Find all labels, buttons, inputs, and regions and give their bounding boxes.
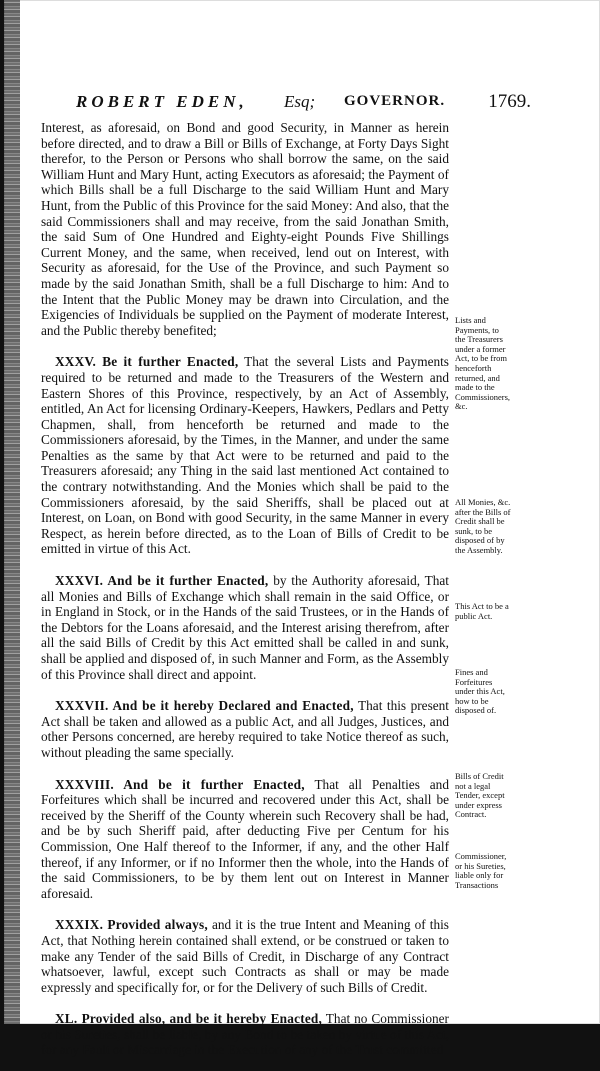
margin-note: Lists and Payments, to the Treasurers under a former Act, to be from henceforth returned, and made to the Commissioners, &c.	[455, 315, 511, 412]
year: 1769.	[488, 91, 531, 112]
section-text: and it is the true Intent and Meaning of this Act, that Nothing herein contained shall extend, or be construed or taken to make any Tender of the said Bills of Credit, in Discharge of any Contract whatsoever, lawful, except such Contracts as shall or may be made expressly and specifically for, or for the Delivery of such Bills of Credit.	[41, 917, 449, 995]
section-text: That the several Lists and Payments required to be returned and made to the Treasurers of the Western and Eastern Shores of this Province, respectively, by an Act of Assembly, entitled, An Act for licensing Ordinary-Keepers, Hawkers, Pedlars and Petty Chapmen, shall, from henceforth be returned and made to the Commissioners aforesaid, by the Times, in the Manner, and under the same Penalties as the same by that Act were to be returned and paid to the Treasurers aforesaid; any Thing in the said last mentioned Act contained to the contrary notwithstanding. And the Monies which shall be paid to the Commissioners aforesaid, by the said Sheriffs, shall be placed out at Interest, on Loan, on Bond with good Security, in the same Manner in every Respect, as herein before directed, as to the Loan of Bills of Credit to be emitted in virtue of this Act.	[41, 354, 449, 557]
margin-note: This Act to be a public Act.	[455, 601, 509, 621]
section-heading: XXXIX. Provided always,	[55, 917, 208, 933]
governor-esq: Esq;	[284, 92, 316, 111]
governor-title: GOVERNOR.	[344, 93, 446, 109]
section-text: That this present Act shall be taken and allowed as a public Act, and all Judges, Justices, and other Persons concerned, are hereby required to take Notice thereof as such, without pleading the same specially.	[41, 698, 450, 760]
running-header	[76, 88, 531, 120]
section-40	[41, 1011, 449, 1058]
section-heading: XL. Provided also, and be it hereby Enacted,	[55, 1011, 323, 1027]
section-text: by the Authority aforesaid, That all Monies and Bills of Exchange which shall remain in the said Office, or in England in Stock, or in the Hands of the said Trustees, or in the Hands of the Debtors for the Loans aforesaid, and the Interest arising therefrom, after all the said Bills of Credit by this Act emitted shall be called in and sunk, shall be applied and disposed of, in such Manner and Form, as the Assembly of this Province shall direct and appoint.	[41, 573, 450, 682]
act-text	[41, 120, 449, 1071]
section-heading: XXXVIII. And be it further Enacted,	[55, 776, 305, 792]
margin-note: Fines and Forfeitures under this Act, how to be disposed of.	[455, 667, 505, 716]
section-heading: XXXVI. And be it further Enacted,	[55, 573, 269, 589]
section-text: That all Penalties and Forfeitures which shall be incurred and recovered under this Act, shall be received by the Sheriff of the County wherein such Recovery shall be had, and be by such Sheriff paid, after deducting Five per Centum for his Commission, One Half thereof to the Informer, if any, and the other Half thereof, if any Informer, or if no Informer then the whole, into the Hands of the said Commissioners, to be by them lent out on Interest in Manner aforesaid.	[41, 776, 449, 901]
section-38	[41, 777, 449, 902]
margin-note: Bills of Credit not a legal Tender, except under express Contract.	[455, 771, 505, 820]
section-39	[41, 917, 449, 995]
page-binding-edge	[4, 0, 20, 1024]
governor-name: ROBERT EDEN,	[76, 92, 248, 111]
document-page	[4, 0, 600, 1058]
section-heading: XXXV. Be it further Enacted,	[55, 354, 239, 370]
section-37	[41, 698, 449, 760]
section-35	[41, 354, 449, 557]
section-heading: XXXVII. And be it hereby Declared and Enacted,	[55, 698, 354, 714]
margin-note: Commissioner, or his Sureties, liable only for Transactions	[455, 851, 507, 890]
margin-note: All Monies, &c. after the Bills of Credit shall be sunk, to be disposed of by the Assembly.	[455, 497, 511, 555]
section-36	[41, 573, 449, 682]
section-text: That no Commissioner or his Sureties, shall be liable, by any Bond to be taken by virtue of this Act, for any Fault or Miscarriage in the Execution of any of the Trust committed	[41, 1011, 449, 1058]
intro-paragraph: Interest, as aforesaid, on Bond and good Security, in Manner as herein before directed, and to draw a Bill or Bills of Exchange, at Forty Days Sight therefor, to the Person or Persons who shall borrow the same, on the said William Hunt and Mary Hunt, acting Executors as aforesaid; the Payment of which Bills shall be a full Discharge to the said William Hunt and Mary Hunt, from the Public of this Province for the said Money: And also, that the said Commissioners shall and may receive, from the said Jonathan Smith, the said Sum of One Hundred and Eighty-eight Pounds Five Shillings Current Money, and the same, when received, lend out on Interest, with Security as aforesaid, for the Use of the Province, and such Payment so made by the said Jonathan Smith, shall be a full Discharge to him: And to the Intent that the Public Money may be drawn into Circulation, and the Exigencies of Individuals be supplied on the Payment of moderate Interest, and the Public thereby benefited;	[41, 120, 449, 338]
